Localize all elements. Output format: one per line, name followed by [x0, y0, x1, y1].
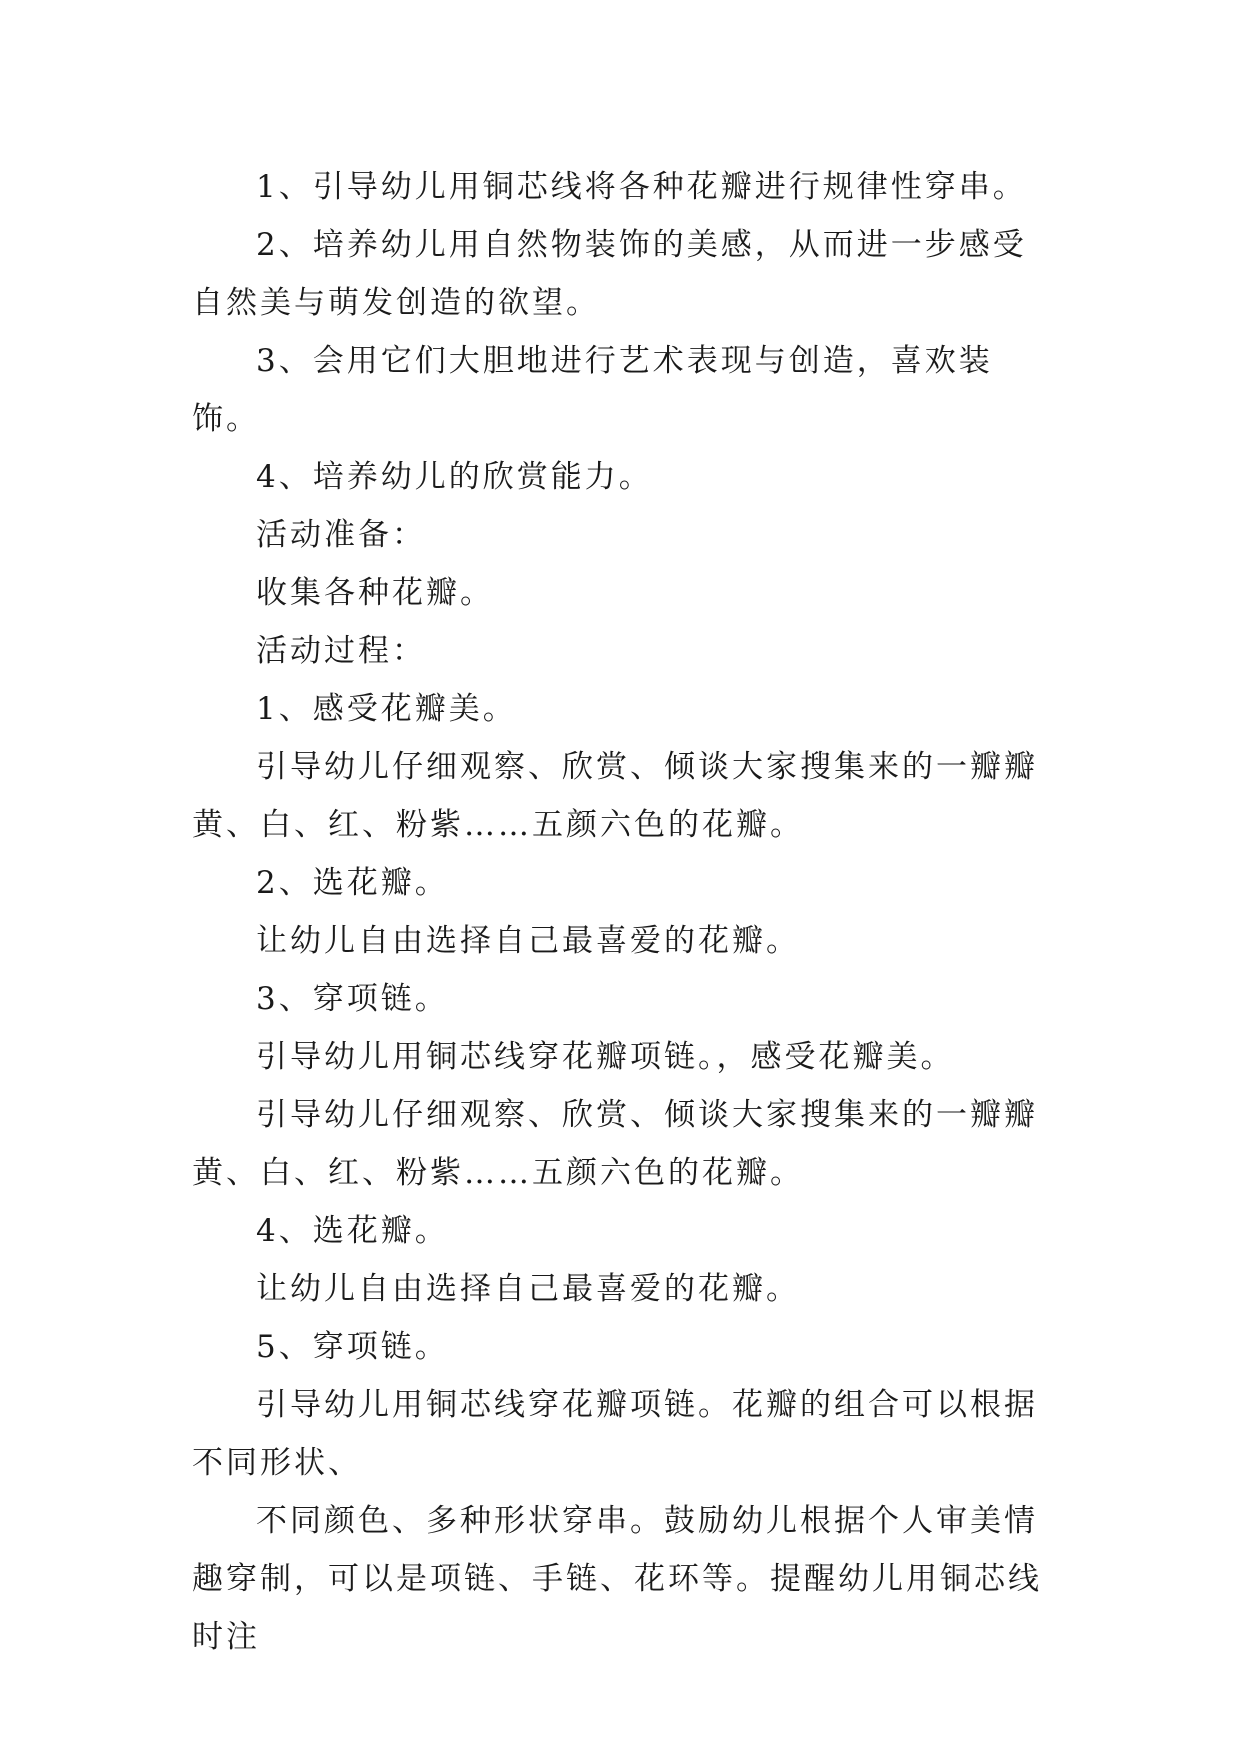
- paragraph-goal-4: 4、培养幼儿的欣赏能力。: [256, 459, 653, 495]
- step-3-title: 3、穿项链。: [256, 981, 449, 1017]
- paragraph-preparation: 收集各种花瓣。: [256, 575, 494, 611]
- paragraph-goal-3: 3、会用它们大胆地进行艺术表现与创造，喜欢装饰。: [192, 343, 993, 437]
- step-5-title: 5、穿项链。: [256, 1329, 449, 1365]
- step-1-title: 1、感受花瓣美。: [256, 691, 517, 727]
- step-5-continuation: 不同颜色、多种形状穿串。鼓励幼儿根据个人审美情趣穿制，可以是项链、手链、花环等。提醒幼儿用铜芯线时注: [192, 1503, 1042, 1655]
- document-body: [192, 158, 1052, 1666]
- paragraph-goal-1: 1、引导幼儿用铜芯线将各种花瓣进行规律性穿串。: [256, 169, 1027, 205]
- step-1-body: 引导幼儿仔细观察、欣赏、倾谈大家搜集来的一瓣瓣黄、白、红、粉紫……五颜六色的花瓣。: [192, 749, 1038, 843]
- step-4-title: 4、选花瓣。: [256, 1213, 449, 1249]
- paragraph-goal-2: 2、培养幼儿用自然物装饰的美感，从而进一步感受自然美与萌发创造的欲望。: [192, 227, 1027, 321]
- heading-preparation: 活动准备：: [256, 517, 426, 553]
- step-2-title: 2、选花瓣。: [256, 865, 449, 901]
- step-3-body: 引导幼儿用铜芯线穿花瓣项链。，感受花瓣美。: [256, 1039, 955, 1075]
- step-5-body: 引导幼儿用铜芯线穿花瓣项链。花瓣的组合可以根据不同形状、: [192, 1387, 1038, 1481]
- step-2-body: 让幼儿自由选择自己最喜爱的花瓣。: [256, 923, 800, 959]
- repeat-observe-body: 引导幼儿仔细观察、欣赏、倾谈大家搜集来的一瓣瓣黄、白、红、粉紫……五颜六色的花瓣。: [192, 1097, 1038, 1191]
- heading-process: 活动过程：: [256, 633, 426, 669]
- step-4-body: 让幼儿自由选择自己最喜爱的花瓣。: [256, 1271, 800, 1307]
